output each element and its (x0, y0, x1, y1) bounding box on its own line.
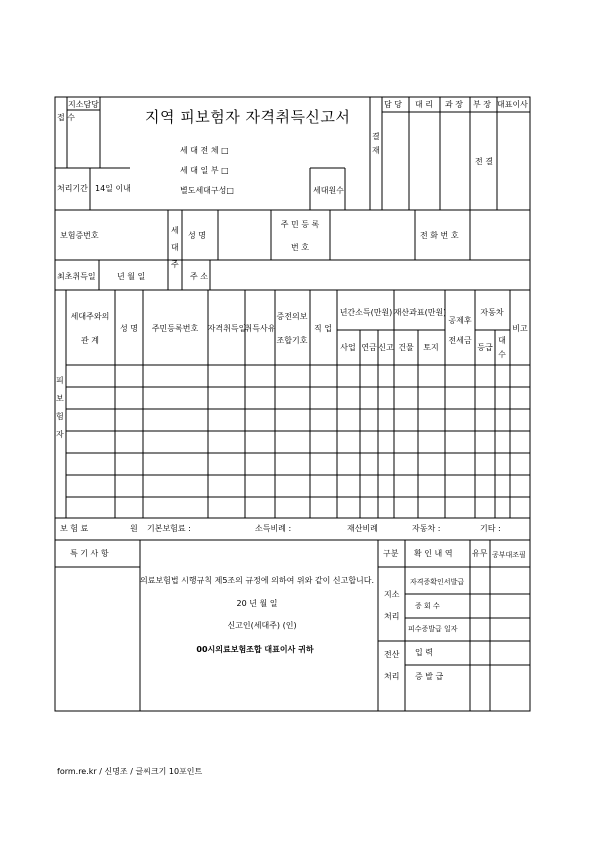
col-acq-date: 자격취득일 (207, 324, 247, 333)
col-property-land: 토지 (423, 343, 439, 352)
col-income-header: 년간소득(만원) (339, 308, 393, 317)
householder-name-label: 성 명 (188, 231, 206, 240)
check-partial-household[interactable]: 세 대 일 부 □ (180, 166, 229, 175)
col-income-other: 신고 (378, 343, 394, 352)
col-car-header: 자동차 (480, 308, 504, 317)
address-label: 주 소 (190, 272, 208, 281)
insured-side-label: 피 보 험 자 (56, 376, 64, 439)
branch-item-cert: 자격증확인서발급 (410, 578, 465, 586)
col-property-header: 재산과표(만원) (393, 308, 447, 317)
reporter-signature: 신고인(세대주) (인) (227, 621, 297, 630)
processing-period-value: 14일 이내 (95, 184, 131, 193)
household-count-label: 세대원수 (313, 186, 344, 195)
approval-role-staff: 담 당 (384, 100, 402, 109)
branch-item-collect: 증 회 수 (415, 602, 440, 610)
col-job: 직 업 (314, 324, 332, 333)
approval-label: 결 재 (372, 132, 380, 155)
branch-item-date: 피수증발급 일자 (408, 625, 458, 633)
declaration-date: 20 년 월 일 (236, 599, 278, 608)
col-income-labor: 연금 (361, 343, 377, 352)
addressee: 00시의료보험조합 대표이사 귀하 (196, 645, 314, 654)
car-premium-label: 자동차 : (412, 524, 441, 533)
col-acq-reason: 취득사유 (244, 324, 276, 333)
special-notes-label: 특 기 사 항 (70, 549, 109, 558)
yes-no-label: 유무 (472, 549, 488, 558)
branch-process-1: 지소 (384, 590, 400, 599)
branch-process-2: 처리 (384, 612, 400, 621)
rrn-label-line1: 주 민 등 록 (280, 220, 320, 229)
approval-role-manager: 과 장 (445, 100, 463, 109)
division-label: 구분 (383, 549, 399, 558)
col-relation-2: 관 계 (81, 336, 99, 345)
col-tax-1: 공제후 (448, 316, 472, 325)
form-title: 지역 피보험자 자격취득신고서 (145, 108, 351, 126)
phone-label: 전 화 번 호 (420, 231, 459, 240)
col-car-count-2: 수 (498, 350, 506, 359)
comp-item-input: 입 력 (415, 648, 433, 657)
income-proportional-label: 소득비례 : (255, 524, 292, 533)
comp-process-2: 처리 (384, 672, 400, 681)
basic-premium-label: 기본보험료 : (147, 524, 191, 533)
footer-source: form.re.kr / 신명조 / 글씨크기 10포인트 (57, 767, 203, 776)
col-cert-1: 증전의보 (276, 312, 308, 321)
comp-process-1: 전산 (384, 650, 400, 659)
approval-role-ceo: 대표이사 (497, 100, 528, 109)
premium-label: 보 험 료 (60, 524, 89, 533)
check-whole-household[interactable]: 세 대 전 체 □ (180, 146, 229, 155)
col-property-building: 건물 (398, 343, 414, 352)
col-car-count-1: 대 (498, 336, 506, 345)
col-name: 성 명 (120, 324, 138, 333)
insurance-number-label: 보험증번호 (60, 231, 99, 240)
col-cert-2: 조합기호 (276, 336, 308, 345)
branch-staff-label: 지소담당 (68, 100, 99, 109)
approval-role-deputy: 대 리 (415, 100, 433, 109)
col-relation-1: 세대주와의 (70, 312, 110, 321)
householder-label: 세 대 주 (171, 226, 179, 269)
rrn-label-line2: 번 호 (291, 243, 309, 252)
other-premium-label: 기타 : (480, 524, 501, 533)
col-rrn: 주민등록번호 (151, 324, 199, 333)
first-acquisition-date: 년 월 일 (117, 272, 146, 281)
col-remarks: 비고 (512, 324, 528, 333)
premium-unit: 원 (130, 524, 138, 533)
election-label: 전 결 (475, 157, 493, 166)
check-separate-household[interactable]: 별도세대구성□ (180, 186, 234, 195)
processing-period-label: 처리기간 (57, 184, 88, 193)
declaration-statement: 의료보험법 시행규칙 제5조의 규정에 의하여 위와 같이 신고합니다. (139, 576, 375, 585)
property-proportional-label: 재산비례 (347, 524, 378, 533)
reviewer-label: 공부대조필 (492, 551, 526, 559)
reception-label: 접 수 (57, 113, 75, 122)
comp-item-issue: 증 발 급 (415, 672, 444, 681)
col-tax-2: 전세금 (448, 336, 472, 345)
first-acquisition-label: 최초취득일 (57, 272, 96, 281)
confirm-label: 확 인 내 역 (414, 549, 453, 558)
col-income-business: 사업 (340, 343, 356, 352)
approval-role-director: 부 장 (473, 100, 491, 109)
col-car-grade: 등급 (477, 343, 493, 352)
